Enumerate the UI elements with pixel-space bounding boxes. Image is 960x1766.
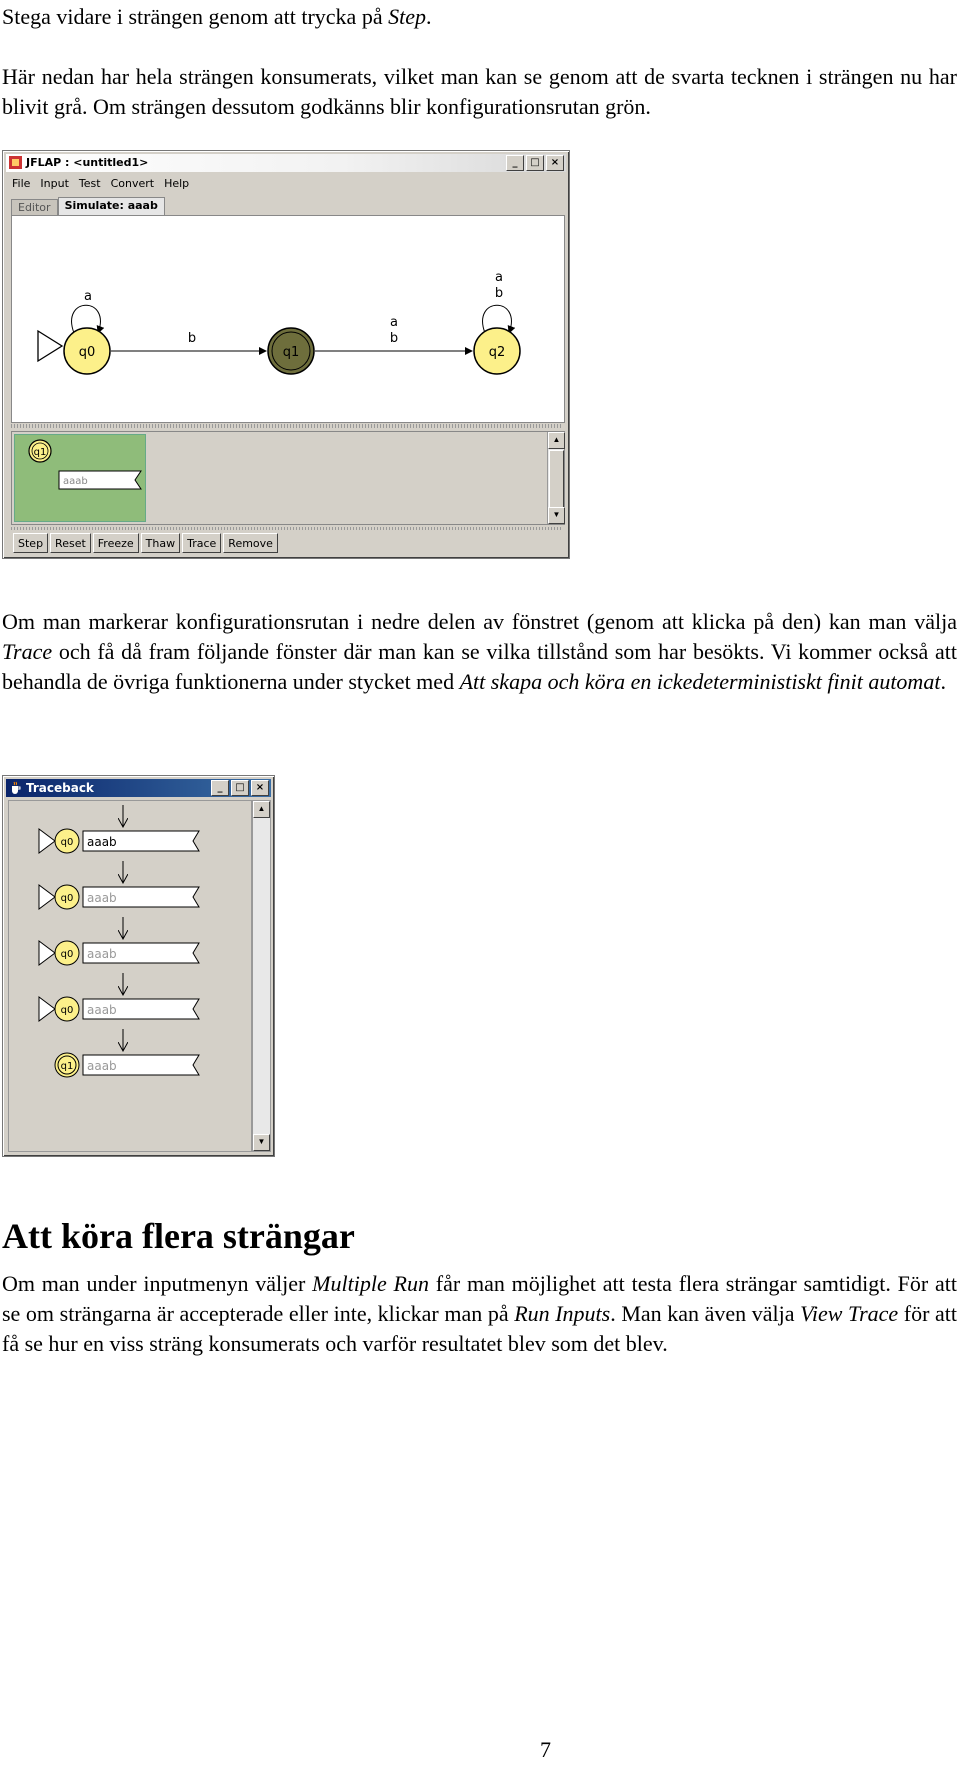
trace-start-icon bbox=[39, 829, 55, 853]
trace-start-icon bbox=[39, 997, 55, 1021]
configuration-pane bbox=[11, 431, 565, 525]
menu-file[interactable]: File bbox=[12, 177, 31, 190]
scroll-up-icon[interactable]: ▲ bbox=[548, 432, 565, 449]
state-q2-label: q2 bbox=[488, 345, 506, 360]
traceback-scroll-up-icon[interactable]: ▲ bbox=[253, 801, 270, 818]
start-arrow-icon bbox=[38, 331, 62, 361]
q0-loop-label: a bbox=[84, 289, 92, 304]
trace-input: aaab bbox=[87, 835, 117, 849]
menu-convert[interactable]: Convert bbox=[110, 177, 155, 190]
reset-button[interactable]: Reset bbox=[50, 533, 91, 553]
trace-paragraph-text-2: och få då fram följande fönster där man kan se vilka tillstånd som har besökts. Vi kommer också att behandla de övriga funktionerna under stycket med bbox=[2, 639, 957, 694]
traceback-steps bbox=[9, 801, 251, 1151]
q2-loop-label-b: b bbox=[494, 286, 504, 301]
freeze-button[interactable]: Freeze bbox=[93, 533, 139, 553]
tab-editor[interactable]: Editor bbox=[11, 199, 58, 216]
simulation-toolbar bbox=[13, 533, 280, 553]
jflap-titlebar[interactable] bbox=[6, 154, 566, 172]
q2-loop-label-a: a bbox=[495, 270, 503, 285]
trace-state-label: q0 bbox=[60, 837, 74, 848]
scroll-thumb[interactable] bbox=[549, 450, 564, 508]
trace-input: aaab bbox=[87, 891, 117, 905]
step-button[interactable]: Step bbox=[13, 533, 48, 553]
pane-splitter[interactable] bbox=[11, 424, 563, 428]
intro-text: Stega vidare i strängen genom att trycka på bbox=[2, 4, 389, 29]
traceback-pane bbox=[8, 800, 252, 1152]
toolbar-divider bbox=[11, 527, 563, 530]
intro-step-term: Step bbox=[388, 4, 426, 29]
page-number: 7 bbox=[540, 1737, 551, 1762]
multiple-run-term: Multiple Run bbox=[312, 1271, 429, 1296]
trace-paragraph-period: . bbox=[940, 669, 946, 694]
trace-input: aaab bbox=[87, 1003, 117, 1017]
tab-simulate[interactable]: Simulate: aaab bbox=[58, 197, 165, 216]
q1-q2-label-a: a bbox=[390, 315, 398, 330]
q0-q1-label: b bbox=[187, 331, 197, 346]
trace-start-icon bbox=[39, 941, 55, 965]
traceback-scroll-down-icon[interactable]: ▼ bbox=[253, 1134, 270, 1151]
q1-q2-label-b: b bbox=[389, 331, 399, 346]
config-scrollbar[interactable] bbox=[547, 432, 564, 524]
config-input-consumed: aaab bbox=[63, 476, 88, 487]
menu-bar bbox=[6, 174, 193, 194]
run-inputs-term: Run Inputs bbox=[514, 1301, 611, 1326]
intro-paragraph: Här nedan har hela strängen konsumerats, vilket man kan se genom att de svarta tecknen i strängen nu har blivit grå. Om strängen dessutom godkänns blir konfigurationsrutan grön. bbox=[2, 64, 957, 119]
minimize-button[interactable]: _ bbox=[506, 155, 524, 171]
trace-state-label: q1 bbox=[60, 1061, 74, 1072]
jflap-app-icon bbox=[9, 156, 22, 169]
trace-paragraph-text-1: Om man markerar konfigurationsrutan i nedre delen av fönstret (genom att klicka på den) kan man välja bbox=[2, 609, 957, 634]
accepted-configuration[interactable] bbox=[14, 434, 146, 522]
state-q0-label: q0 bbox=[78, 345, 96, 360]
traceback-title: Traceback bbox=[26, 781, 94, 795]
trace-state-label: q0 bbox=[60, 1005, 74, 1016]
jflap-window bbox=[2, 150, 570, 559]
menu-test[interactable]: Test bbox=[78, 177, 101, 190]
trace-input: aaab bbox=[87, 1059, 117, 1073]
menu-input[interactable]: Input bbox=[40, 177, 69, 190]
traceback-scrollbar[interactable] bbox=[252, 800, 271, 1152]
intro-period: . bbox=[425, 4, 432, 29]
trace-state-label: q0 bbox=[60, 893, 74, 904]
config-state-label: q1 bbox=[33, 447, 47, 458]
automaton-canvas[interactable] bbox=[11, 215, 565, 423]
section-paragraph bbox=[2, 1269, 957, 1359]
tab-strip bbox=[11, 197, 165, 215]
remove-button[interactable]: Remove bbox=[223, 533, 278, 553]
trace-paragraph bbox=[2, 607, 957, 697]
trace-state-label: q0 bbox=[60, 949, 74, 960]
section-text-3: . Man kan även välja bbox=[610, 1301, 801, 1326]
section-text-4: för att få se hur en viss sträng konsumerats och varför resultatet blev som det blev. bbox=[2, 1301, 958, 1356]
automaton-diagram bbox=[12, 216, 564, 422]
menu-help[interactable]: Help bbox=[164, 177, 190, 190]
trace-start-icon bbox=[39, 885, 55, 909]
thaw-button[interactable]: Thaw bbox=[141, 533, 180, 553]
traceback-titlebar[interactable] bbox=[6, 779, 271, 797]
maximize-button[interactable]: □ bbox=[526, 155, 544, 171]
jflap-title: JFLAP : <untitled1> bbox=[26, 156, 149, 169]
section-heading: Att köra flera strängar bbox=[2, 1216, 355, 1256]
trace-term: Trace bbox=[2, 639, 53, 664]
close-button[interactable]: × bbox=[546, 155, 564, 171]
nfa-section-reference: Att skapa och köra en ickedeterministiskt finit automat bbox=[459, 669, 941, 694]
traceback-window bbox=[2, 775, 275, 1157]
section-text-2: får man möjlighet att testa flera strängar samtidigt. För att se om strängarna är accepterade eller inte, klickar man på bbox=[2, 1271, 957, 1326]
scroll-down-icon[interactable]: ▼ bbox=[548, 507, 565, 524]
trace-input: aaab bbox=[87, 947, 117, 961]
traceback-maximize-button[interactable]: □ bbox=[231, 780, 249, 796]
intro-step-line bbox=[2, 2, 957, 32]
traceback-minimize-button[interactable]: _ bbox=[211, 780, 229, 796]
view-trace-term: View Trace bbox=[800, 1301, 899, 1326]
trace-button[interactable]: Trace bbox=[182, 533, 221, 553]
state-q1-label: q1 bbox=[282, 345, 300, 360]
section-text-1: Om man under inputmenyn väljer bbox=[2, 1271, 313, 1296]
java-cup-icon bbox=[9, 781, 22, 794]
traceback-close-button[interactable]: × bbox=[251, 780, 269, 796]
configuration-diagram bbox=[15, 435, 145, 521]
